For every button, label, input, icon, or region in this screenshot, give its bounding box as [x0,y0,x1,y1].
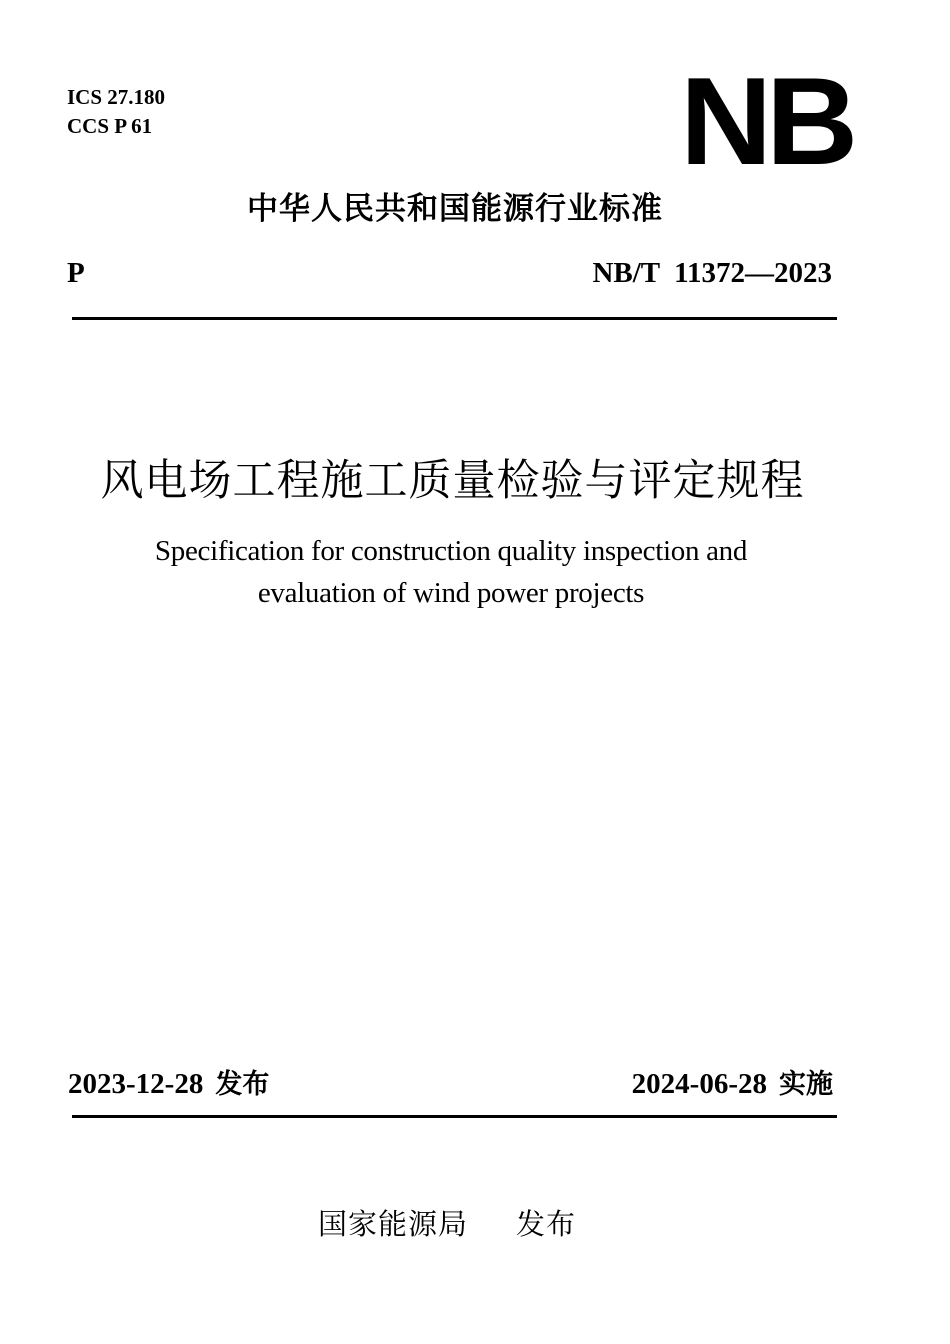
implement-date: 2024-06-28 [631,1068,767,1100]
publish-label: 发布 [215,1069,270,1100]
category-code: P [67,257,85,289]
ics-code: ICS 27.180 [67,85,166,109]
publish-date-line [68,1064,269,1105]
top-divider [72,317,837,320]
ccs-code: CCS P 61 [67,114,153,138]
nb-logo: NB [680,53,853,191]
standard-organization: 中华人民共和国能源行业标准 [247,191,663,227]
publish-date: 2023-12-28 [68,1068,204,1100]
document-title-english-line-1: Specification for construction quality inspection and [154,535,748,567]
bottom-divider [72,1115,837,1118]
publisher-name: 国家能源局 [318,1207,469,1241]
implement-date-line [632,1064,833,1105]
standard-number: NB/T 11372—2023 [592,257,832,289]
publisher-action: 发布 [516,1207,577,1241]
publisher-line [318,1202,576,1246]
document-title-chinese: 风电场工程施工质量检验与评定规程 [100,456,805,506]
implement-label: 实施 [779,1069,833,1100]
document-title-english-line-2: evaluation of wind power projects [257,577,645,609]
